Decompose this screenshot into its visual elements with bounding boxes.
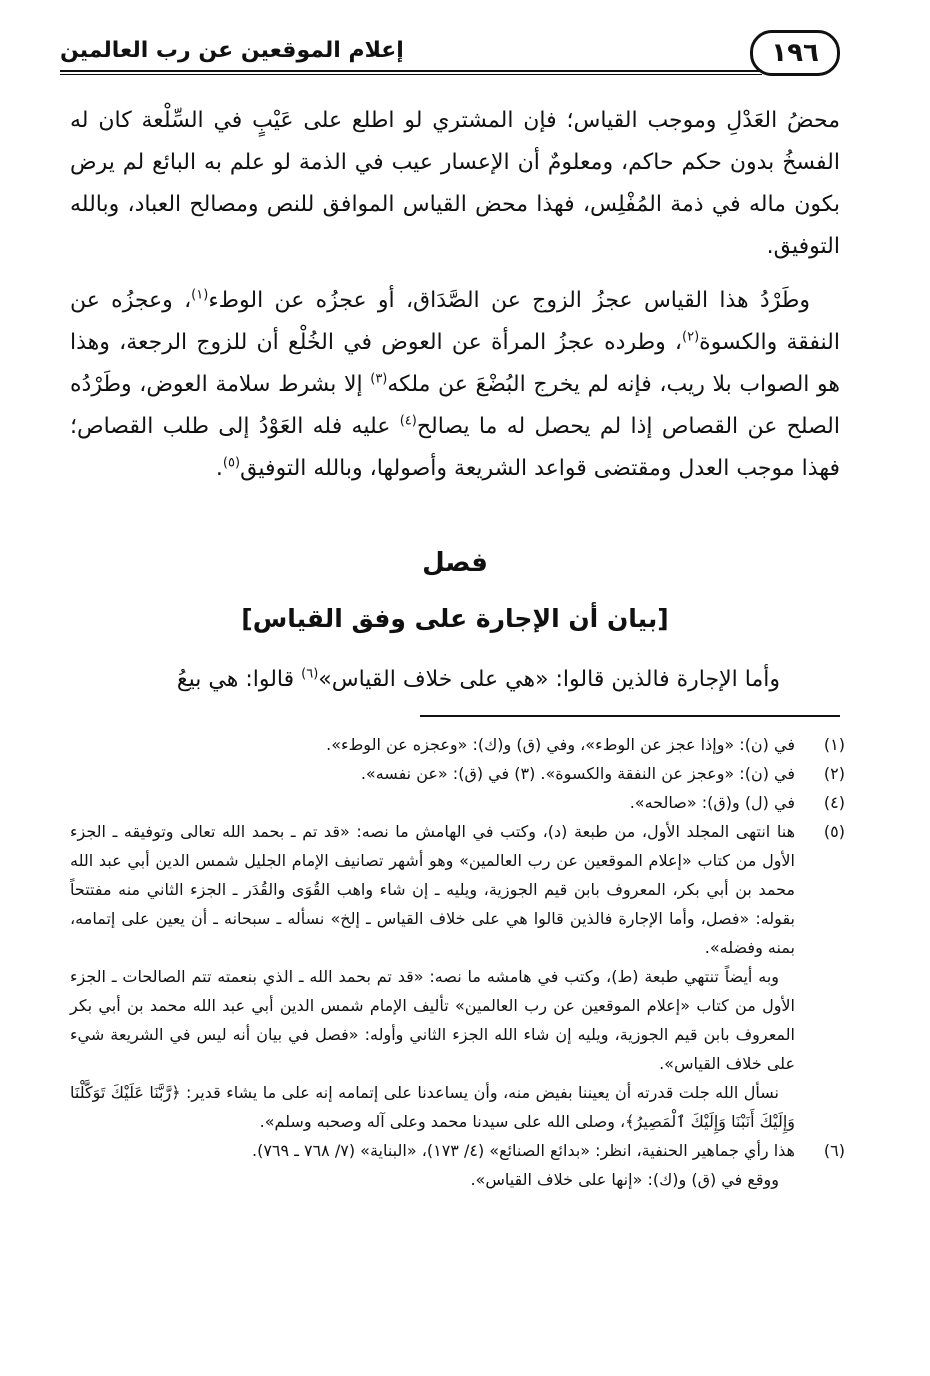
- footnote-ref-4[interactable]: (٤): [399, 413, 417, 429]
- footnote-1: [70, 730, 845, 759]
- paragraph-2-part-5: عليه فله العَوْدُ إلى طلب القصاص؛ فهذا موجب العدل ومقتضى قواعد الشريعة وأصولها، وبالله التوفيق: [70, 414, 840, 481]
- main-text: [70, 100, 840, 490]
- footnote-paragraph: في (ن): «وعجز عن النفقة والكسوة». (٣) في (ق): «عن نفسه».: [360, 764, 795, 783]
- paragraph-2-part-1: وطَرْدُ هذا القياس عجزُ الزوج عن الصَّدَاق، أو عجزُه عن الوطء: [208, 288, 810, 313]
- footnote-ref-3[interactable]: (٣): [370, 371, 388, 387]
- footnote-4: [70, 788, 845, 817]
- footnote-6: [70, 1136, 845, 1194]
- page-number: ١٩٦: [750, 30, 840, 76]
- footnote-number: (٤): [823, 793, 845, 812]
- paragraph-1: محضُ العَدْلِ وموجب القياس؛ فإن المشتري لو اطلع على عَيْبٍ في السِّلْعة كان له الفسخُ بدون حكم حاكم، ومعلومٌ أن الإعسار عيب في الذمة لو علم به البائع لم يرض بكون ماله في ذمة المُفْلِس، فهذا محض القياس الموافق للنص ومصالح العباد، وبالله التوفيق.: [70, 108, 840, 259]
- footnote-2-3: [70, 759, 845, 788]
- page-header: [60, 30, 840, 80]
- footnote-number: (٥): [823, 822, 845, 841]
- header-rule-thin: [60, 74, 762, 75]
- footnote-paragraph: في (ل) و(ق): «صالحه».: [629, 793, 795, 812]
- footnote-text: [70, 730, 795, 759]
- footnote-paragraph: نسأل الله جلت قدرته أن يعيننا بفيض منه، وأن يساعدنا على إتمامه إنه على ما يشاء قدير: ﴿رَّبَّنَا عَلَيْكَ تَوَكَّلْنَا وَإِلَيْكَ أَنَبْنَا وَإِلَيْكَ ٱلْمَصِيرُ﴾، وصلى الله على سيدنا محمد وعلى آله وصحبه وسلم».: [70, 1083, 795, 1131]
- section-heading: فصل: [422, 548, 488, 578]
- footnotes: [70, 730, 845, 1194]
- running-title: إعلام الموقعين عن رب العالمين: [60, 38, 404, 63]
- footnote-text: [70, 817, 795, 1136]
- footnote-paragraph: هنا انتهى المجلد الأول، من طبعة (د)، وكتب في الهامش ما نصه: «قد تم ـ بحمد الله تعالى وتوفيقه ـ الجزء الأول من كتاب «إعلام الموقعين عن رب العالمين» وهو أشهر تصانيف الإمام الجليل شمس الدين أبي عبد الله محمد بن أبي بكر، المعروف بابن قيم الجوزية، ويليه ـ إن شاء واهب القُوَى والقُدَر ـ الجزء الثاني منه مفتتحاً بقوله: «فصل، وأما الإجارة فالذين قالوا هي على خلاف القياس ـ إلخ» نسأله ـ سبحانه ـ أن يعين على إتمامه، بمنه وفضله».: [70, 822, 795, 957]
- section-subheading: [بيان أن الإجارة على وفق القياس]: [241, 604, 669, 633]
- footnote-number: (١): [823, 735, 845, 754]
- footnote-ref-5[interactable]: (٥): [222, 455, 241, 471]
- footnote-number: (٦): [823, 1141, 845, 1160]
- footnote-ref-1[interactable]: (١): [191, 287, 209, 303]
- footnote-5: [70, 817, 845, 1136]
- footnote-number: (٢): [823, 764, 845, 783]
- footnote-paragraph: وبه أيضاً تنتهي طبعة (ط)، وكتب في هامشه ما نصه: «قد تم بحمد الله ـ الذي بنعمته تتم الصالحات ـ الجزء الأول من كتاب «إعلام الموقعين عن رب العالمين» تأليف الإمام شمس الدين أبي عبد الله محمد بن أبي بكر المعروف بابن قيم الجوزية، ويليه إن شاء الله الجزء الثاني وأوله: «فصل في بيان أنه ليس في الشريعة شيء على خلاف القياس».: [70, 967, 795, 1073]
- footnote-text: [70, 788, 795, 817]
- section-opening-line: [70, 660, 840, 700]
- footnote-paragraph: في (ن): «وإذا عجز عن الوطء»، وفي (ق) و(ك): «وعجزه عن الوطء».: [326, 735, 795, 754]
- paragraph-2-part-2: ، وعجزُه عن النفقة والكسوة: [70, 288, 840, 355]
- opening-line-part-2: قالوا: هي بيعُ: [176, 667, 302, 692]
- footnote-paragraph: ووقع في (ق) و(ك): «إنها على خلاف القياس».: [470, 1170, 779, 1189]
- header-rule: [60, 70, 762, 72]
- paragraph-2-part-3: ، وطرده عجزُ المرأة عن العوض في الخُلْع أن للزوج الرجعة، وهذا هو الصواب بلا ريب، فإنه لم يخرج البُضْعَ عن ملكه: [70, 330, 840, 397]
- footnote-ref-6[interactable]: (٦): [301, 666, 319, 682]
- footnote-text: [70, 759, 795, 788]
- paragraph-2-part-6: .: [215, 456, 223, 481]
- footnote-paragraph: هذا رأي جماهير الحنفية، انظر: «بدائع الصنائع» (٤/ ١٧٣)، «البناية» (٧/ ٧٦٨ ـ ٧٦٩).: [252, 1141, 795, 1160]
- footnote-separator: [420, 715, 840, 717]
- paragraph-2: [70, 280, 840, 490]
- footnote-text: [70, 1136, 795, 1194]
- paragraph-2-part-4: إلا بشرط سلامة العوض، وطَرْدُه الصلح عن القصاص إذا لم يحصل له ما يصالح: [70, 372, 841, 439]
- opening-line-part-1: وأما الإجارة فالذين قالوا: «هي على خلاف القياس»: [318, 667, 780, 692]
- footnote-ref-2[interactable]: (٢): [682, 329, 700, 345]
